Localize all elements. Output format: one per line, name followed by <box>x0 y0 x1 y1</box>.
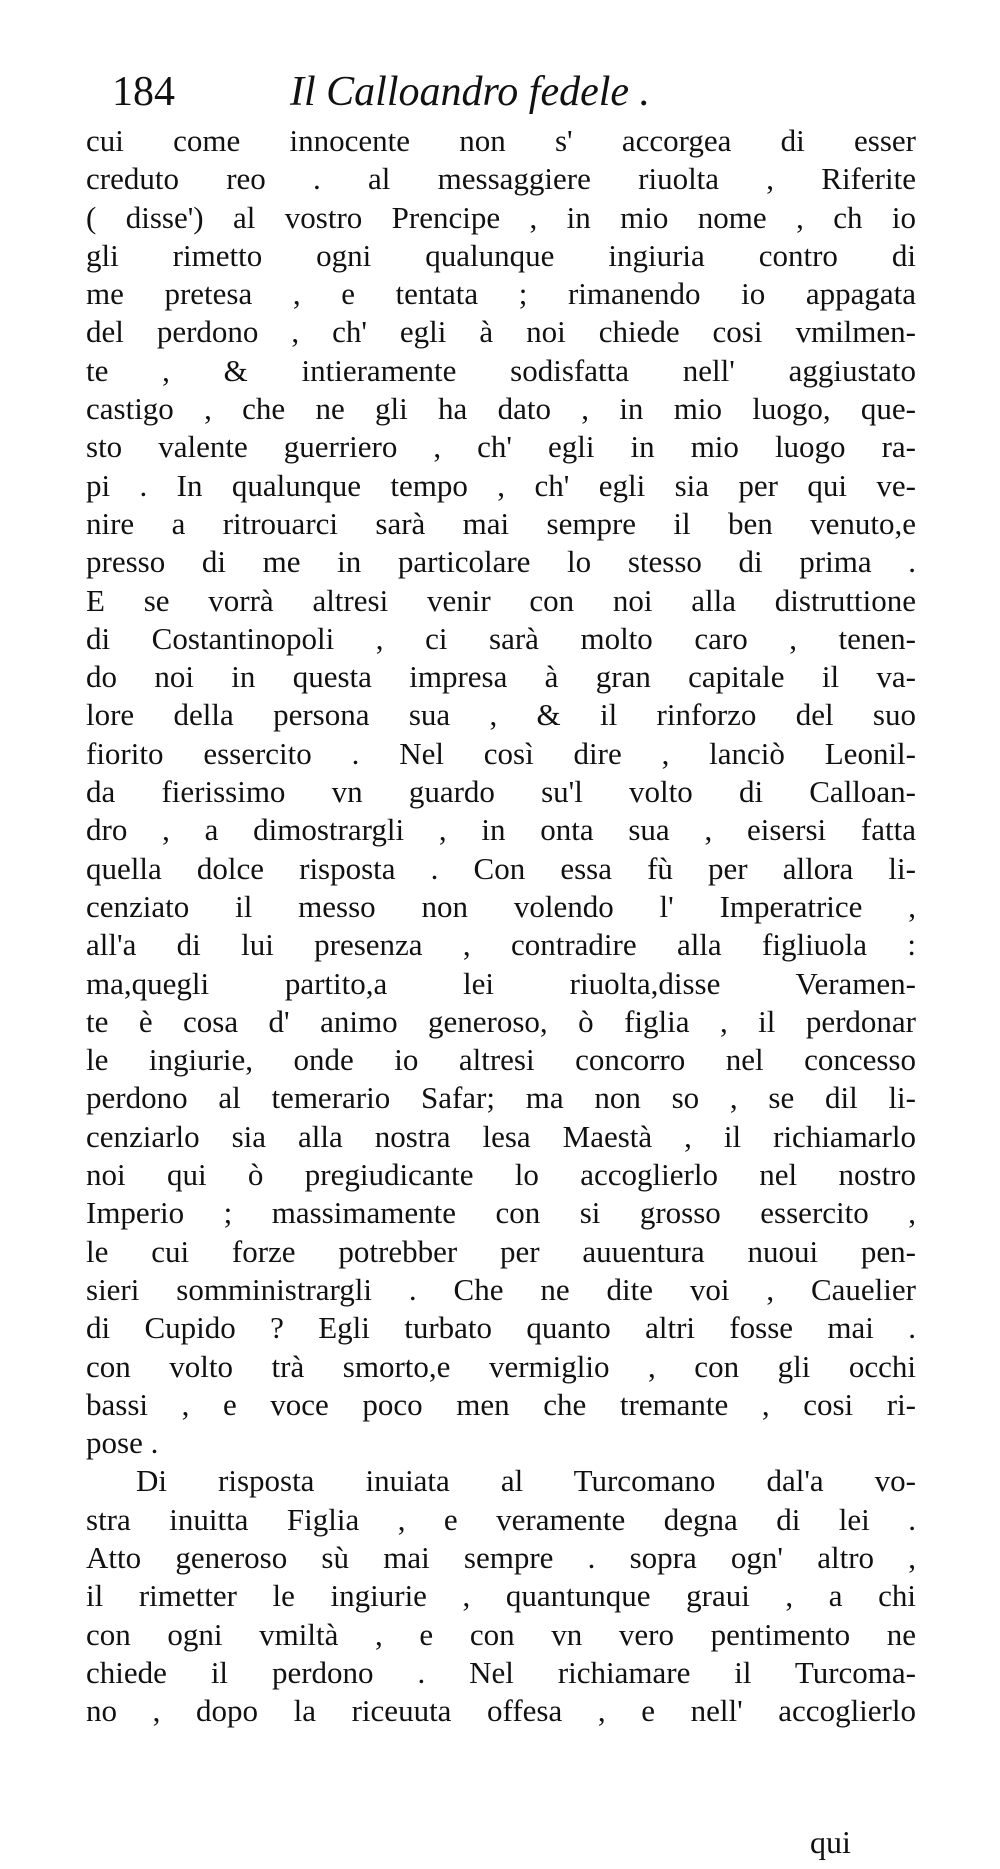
text-line: cui come innocente non s' accorgea di esser <box>86 123 916 158</box>
text-line: te è cosa d' animo generoso, ò figlia , il perdonar <box>86 1003 916 1039</box>
text-line: te , & intieramente sodisfatta nell' aggiustato <box>86 352 916 388</box>
text-line: noi qui ò pregiudicante lo accoglierlo nel nostro <box>86 1157 916 1193</box>
text-line: no , dopo la riceuuta offesa , e nell' accoglierlo <box>86 1693 916 1729</box>
text-line: nire a ritrouarci sarà mai sempre il ben venuto,e <box>86 505 916 541</box>
text-line: creduto reo . al messaggiere riuolta , Riferite <box>86 161 916 197</box>
text-line: castigo , che ne gli ha dato , in mio luogo, que- <box>86 391 916 427</box>
page-header <box>112 62 912 122</box>
text-line: di Cupido ? Egli turbato quanto altri fosse mai . <box>86 1310 916 1346</box>
text-line: le cui forze potrebber per auuentura nuoui pen- <box>86 1233 916 1269</box>
text-line: quella dolce risposta . Con essa fù per allora li- <box>86 850 916 886</box>
text-line: lore della persona sua , & il rinforzo del suo <box>86 697 916 733</box>
text-line: gli rimetto ogni qualunque ingiuria contro di <box>86 237 916 273</box>
text-line: il rimetter le ingiurie , quantunque graui , a chi <box>86 1578 916 1614</box>
text-line: da fierissimo vn guardo su'l volto di Calloan- <box>86 774 916 810</box>
text-line: del perdono , ch' egli à noi chiede cosi vmilmen- <box>86 314 916 350</box>
text-line: bassi , e voce poco men che tremante , cosi ri- <box>86 1386 916 1422</box>
text-line: me pretesa , e tentata ; rimanendo io appagata <box>86 276 916 312</box>
text-line: Atto generoso sù mai sempre . sopra ogn' altro , <box>86 1539 916 1575</box>
text-line: sto valente guerriero , ch' egli in mio luogo ra- <box>86 429 916 465</box>
text-line: con volto trà smorto,e vermiglio , con gli occhi <box>86 1348 916 1384</box>
text-line: le ingiurie, onde io altresi concorro nel concesso <box>86 1042 916 1078</box>
text-line: pose . <box>86 1425 159 1461</box>
text-line: con ogni vmiltà , e con vn vero pentimento ne <box>86 1616 916 1652</box>
running-title: Il Calloandro fedele . <box>290 69 651 115</box>
text-line: Di risposta inuiata al Turcomano dal'a vo- <box>136 1463 916 1499</box>
text-line: pi . In qualunque tempo , ch' egli sia per qui ve- <box>86 467 916 503</box>
catchword: qui <box>810 1824 851 1860</box>
body-text <box>86 122 916 1730</box>
text-line: Imperio ; massimamente con si grosso essercito , <box>86 1195 916 1231</box>
page-number: 184 <box>112 69 175 115</box>
text-line: presso di me in particolare lo stesso di prima . <box>86 544 916 580</box>
text-line: sieri somministrargli . Che ne dite voi , Cauelier <box>86 1271 916 1307</box>
text-line: perdono al temerario Safar; ma non so , se dil li- <box>86 1080 916 1116</box>
text-line: do noi in questa impresa à gran capitale il va- <box>86 659 916 695</box>
text-line: stra inuitta Figlia , e veramente degna di lei . <box>86 1501 916 1537</box>
text-line: ( disse') al vostro Prencipe , in mio nome , ch io <box>86 199 916 235</box>
text-line: dro , a dimostrargli , in onta sua , eisersi fatta <box>86 812 916 848</box>
text-line: cenziarlo sia alla nostra lesa Maestà , il richiamarlo <box>86 1118 916 1154</box>
text-line: ma,quegli partito,a lei riuolta,disse Veramen- <box>86 965 916 1001</box>
text-line: fiorito essercito . Nel così dire , lanciò Leonil- <box>86 735 916 771</box>
text-line: di Costantinopoli , ci sarà molto caro , tenen- <box>86 620 916 656</box>
text-line: all'a di lui presenza , contradire alla figliuola : <box>86 927 916 963</box>
text-line: E se vorrà altresi venir con noi alla distruttione <box>86 582 916 618</box>
text-line: chiede il perdono . Nel richiamare il Turcoma- <box>86 1654 916 1690</box>
text-line: cenziato il messo non volendo l' Imperatrice , <box>86 888 916 924</box>
